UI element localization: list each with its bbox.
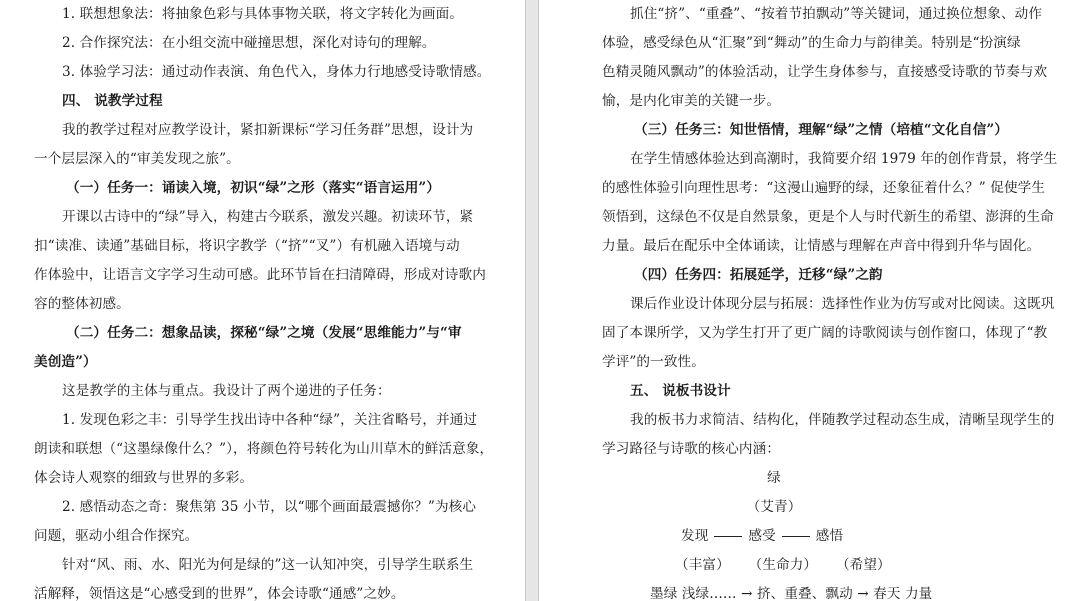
- board-word-discover: 发现: [681, 528, 709, 544]
- method-item-2: 2. 合作探究法：在小组交流中碰撞思想，深化对诗句的理解。: [62, 35, 436, 51]
- board-sub-hope: （希望）: [835, 557, 891, 573]
- paragraph-line: 学评”的一致性。: [602, 354, 705, 370]
- paragraph-line: 学习路径与诗歌的核心内涵：: [602, 441, 781, 457]
- paragraph-line: 在学生情感体验达到高潮时，我简要介绍 1979 年的创作背景，将学生: [630, 151, 1058, 167]
- left-document-page: [0, 0, 525, 601]
- paragraph-line: 容的整体初感。: [34, 296, 130, 312]
- paragraph-line: 问题，驱动小组合作探究。: [34, 528, 199, 544]
- board-row-words: [681, 527, 843, 545]
- paragraph-line: 朗读和联想（“这墨绿像什么？”），将颜色符号转化为山川草木的鲜活意象，: [34, 441, 494, 457]
- page-gutter: [525, 0, 539, 601]
- method-item-3: 3. 体验学习法：通过动作表演、角色代入，身体力行地感受诗歌情感。: [62, 64, 491, 80]
- paragraph-line: 1. 发现色彩之丰：引导学生找出诗中各种“绿”，关注省略号，并通过: [62, 412, 478, 428]
- task-2-heading-cont: 美创造”）: [34, 354, 97, 370]
- paragraph-line: 体验，感受绿色从“汇聚”到“舞动”的生命力与韵律美。特别是“扮演绿: [602, 35, 1021, 51]
- paragraph-line: 抓住“挤”、“重叠”、“按着节拍飘动”等关键词，通过换位想象、动作: [630, 6, 1043, 22]
- paragraph-line: 固了本课所学，又为学生打开了更广阔的诗歌阅读与创作窗口，体现了“教: [602, 325, 1048, 341]
- paragraph-line: 开课以古诗中的“绿”导入，构建古今联系，激发兴趣。初读环节，紧: [62, 209, 474, 225]
- board-row-sub: [675, 556, 891, 574]
- board-row-bottom: [650, 585, 932, 601]
- board-bottom-colors: 墨绿 浅绿……: [650, 586, 737, 601]
- paragraph-line: 我的教学过程对应教学设计，紧扣新课标“学习任务群”思想，设计为: [62, 122, 474, 138]
- paragraph-line: 我的板书力求简洁、结构化，伴随教学过程动态生成，清晰呈现学生的: [630, 412, 1055, 428]
- paragraph-line: 愉，是内化审美的关键一步。: [602, 93, 781, 109]
- paragraph-line: 色精灵随风飘动”的体验活动，让学生身体参与，直接感受诗歌的节奏与欢: [602, 64, 1048, 80]
- task-2-heading: （二）任务二：想象品读，探秘“绿”之境（发展“思维能力”与“审: [66, 325, 462, 341]
- paragraph-line: 2. 感悟动态之奇：聚焦第 35 小节，以“哪个画面最震撼你？”为核心: [62, 499, 477, 515]
- board-sub-rich: （丰富）: [675, 557, 730, 573]
- task-3-heading: （三）任务三：知世悟情，理解“绿”之情（培植“文化自信”）: [634, 122, 1009, 138]
- paragraph-line: 作体验中，让语言文字学习生动可感。此环节旨在扫清障碍，形成对诗歌内: [34, 267, 486, 283]
- task-4-heading: （四）任务四：拓展延学，迁移“绿”之韵: [634, 267, 883, 283]
- board-dash: [714, 536, 742, 537]
- paragraph-line: 力量。最后在配乐中全体诵读，让情感与理解在声音中得到升华与固化。: [602, 238, 1041, 254]
- arrow-right-icon: →: [741, 586, 753, 601]
- board-word-feel: 感受: [748, 528, 776, 544]
- board-title: 绿: [767, 470, 781, 486]
- paragraph-line: 课后作业设计体现分层与拓展：选择性作业为仿写或对比阅读。这既巩: [630, 296, 1055, 312]
- board-author: （艾青）: [746, 499, 802, 515]
- board-bottom-spring: 春天 力量: [873, 586, 933, 601]
- arrow-right-icon: →: [857, 586, 869, 601]
- board-dash: [782, 536, 810, 537]
- section-heading-board-design: 五、 说板书设计: [630, 383, 731, 399]
- board-sub-vitality: （生命力）: [748, 557, 818, 573]
- paragraph-line: 活解释，领悟这是“心感受到的世界”，体会诗歌“通感”之妙。: [34, 586, 405, 601]
- paragraph-line: 的感性体验引向理性思考：“这漫山遍野的绿，还象征着什么？” 促使学生: [602, 180, 1046, 196]
- section-heading-teaching-process: 四、 说教学过程: [62, 93, 163, 109]
- paragraph-line: 体会诗人观察的细致与世界的多彩。: [34, 470, 254, 486]
- paragraph-line: 这是教学的主体与重点。我设计了两个递进的子任务：: [62, 383, 391, 399]
- task-1-heading: （一）任务一：诵读入境，初识“绿”之形（落实“语言运用”）: [66, 180, 441, 196]
- right-document-page: [539, 0, 1080, 601]
- paragraph-line: 一个层层深入的“审美发现之旅”。: [34, 151, 240, 167]
- paragraph-line: 领悟到，这绿色不仅是自然景象，更是个人与时代新生的希望、澎湃的生命: [602, 209, 1054, 225]
- board-bottom-actions: 挤、重叠、飘动: [756, 586, 853, 601]
- board-word-realize: 感悟: [815, 528, 844, 544]
- paragraph-line: 针对“风、雨、水、阳光为何是绿的”这一认知冲突，引导学生联系生: [62, 557, 474, 573]
- method-item-1: 1. 联想想象法：将抽象色彩与具体事物关联，将文字转化为画面。: [62, 6, 464, 22]
- paragraph-line: 扣“读准、读通”基础目标，将识字教学（“挤”“叉”）有机融入语境与动: [34, 238, 460, 254]
